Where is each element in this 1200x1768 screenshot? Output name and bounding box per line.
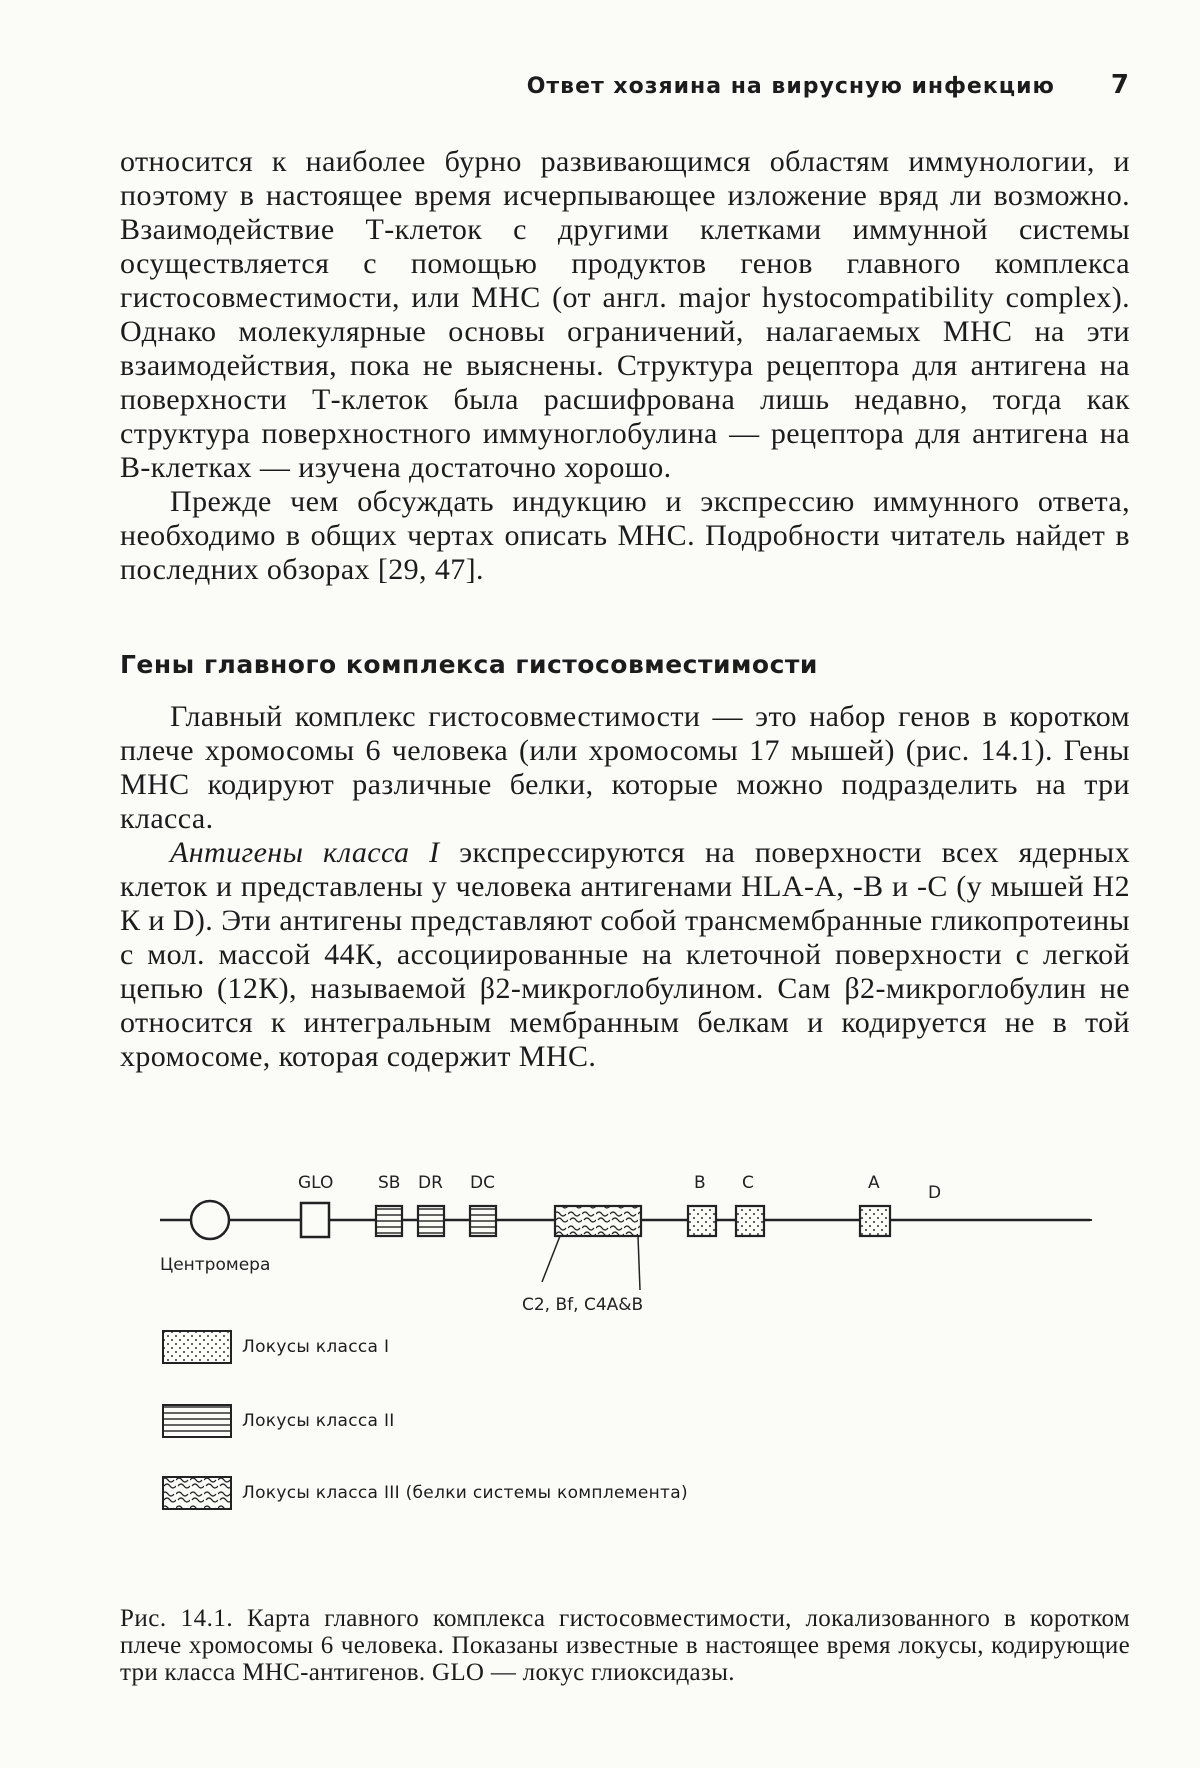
centromere-label: Центромера	[160, 1255, 271, 1275]
locus-b-label: B	[694, 1173, 706, 1193]
locus-d-label: D	[928, 1183, 942, 1203]
class3-genes-label: C2, Bf, C4A&B	[522, 1295, 644, 1315]
paragraph: относится к наиболее бурно развивающимся областям иммунологии, и поэтому в настоящее время исчерпывающее изложение вряд ли возможно. Взаимодействие Т-клеток с другими клетками иммунной системы осуществляется с помощью продуктов генов главного комплекса гистосовместимости, или МНС (от англ. major hystocompatibility complex). Однако молекулярные основы ограничений, налагаемых МНС на эти взаимодействия, пока не выяснены. Структура рецептора для антигена на поверхности Т-клеток была расшифрована лишь недавно, тогда как структура поверхностного иммуноглобулина — рецептора для антигена на В-клетках — изучена достаточно хорошо.	[120, 145, 1130, 484]
centromere	[191, 1201, 229, 1239]
locus-dc-label: DC	[470, 1173, 495, 1193]
paragraph	[120, 836, 1130, 1074]
locus-glo-label: GLO	[298, 1173, 334, 1193]
text-block-section	[120, 700, 1130, 1074]
class1-lead: Антигены класса I	[170, 836, 440, 869]
legend-label: Локусы класса II	[242, 1411, 395, 1431]
caption-text: Карта главного комплекса гистосовместимости, локализованного в коротком плече хромосомы 6 человека. Показаны известные в настоящее время локусы, кодирующие три класса МНС-антигенов. GLO — локус глиоксидазы.	[120, 1605, 1130, 1686]
paragraph: Главный комплекс гистосовместимости — это набор генов в коротком плече хромосомы 6 человека (или хромосомы 17 мышей) (рис. 14.1). Гены МНС кодируют различные белки, которые можно подразделить на три класса.	[120, 700, 1130, 835]
page-number: 7	[1110, 70, 1130, 100]
running-title: Ответ хозяина на вирусную инфекцию	[526, 74, 1055, 99]
locus-c	[736, 1206, 764, 1236]
locus-a-label: A	[868, 1173, 880, 1193]
section-heading: Гены главного комплекса гистосовместимости	[120, 650, 818, 679]
locus-glo	[301, 1203, 329, 1237]
legend-class2	[162, 1404, 395, 1438]
legend-dots-swatch	[162, 1330, 232, 1364]
text-block-top	[120, 145, 1130, 587]
locus-sb	[376, 1206, 402, 1236]
legend-class3	[162, 1476, 688, 1510]
figure-mhc-map	[120, 1140, 1130, 1540]
locus-a	[860, 1206, 890, 1236]
figure-caption	[120, 1605, 1130, 1686]
locus-dc	[470, 1206, 496, 1236]
figure-number: Рис. 14.1.	[120, 1605, 234, 1632]
locus-c-label: C	[742, 1173, 754, 1193]
locus-dr-label: DR	[418, 1173, 443, 1193]
legend-squiggle-swatch	[162, 1476, 232, 1510]
class1-text: экспрессируются на поверхности всех ядерных клеток и представлены у человека антигенами HLA-A, -B и -C (у мышей Н2 К и D). Эти антигены представляют собой трансмембранные гликопротеины с мол. массой 44К, ассоциированные на клеточной поверхности с легкой цепью (12К), называемой β2-микроглобулином. Сам β2-микроглобулин не относится к интегральным мембранным белкам и кодируется не в той хромосоме, которая содержит МНС.	[120, 836, 1130, 1073]
legend-class1	[162, 1330, 389, 1364]
legend-label: Локусы класса III (белки системы комплемента)	[242, 1483, 688, 1503]
legend-stripes-swatch	[162, 1404, 232, 1438]
paragraph: Прежде чем обсуждать индукцию и экспрессию иммунного ответа, необходимо в общих чертах описать МНС. Подробности читатель найдет в последних обзорах [29, 47].	[120, 485, 1130, 586]
running-header	[120, 70, 1130, 100]
locus-b	[688, 1206, 716, 1236]
locus-dr	[418, 1206, 444, 1236]
legend-label: Локусы класса I	[242, 1337, 390, 1357]
locus-class3	[555, 1206, 641, 1236]
locus-sb-label: SB	[378, 1173, 401, 1193]
